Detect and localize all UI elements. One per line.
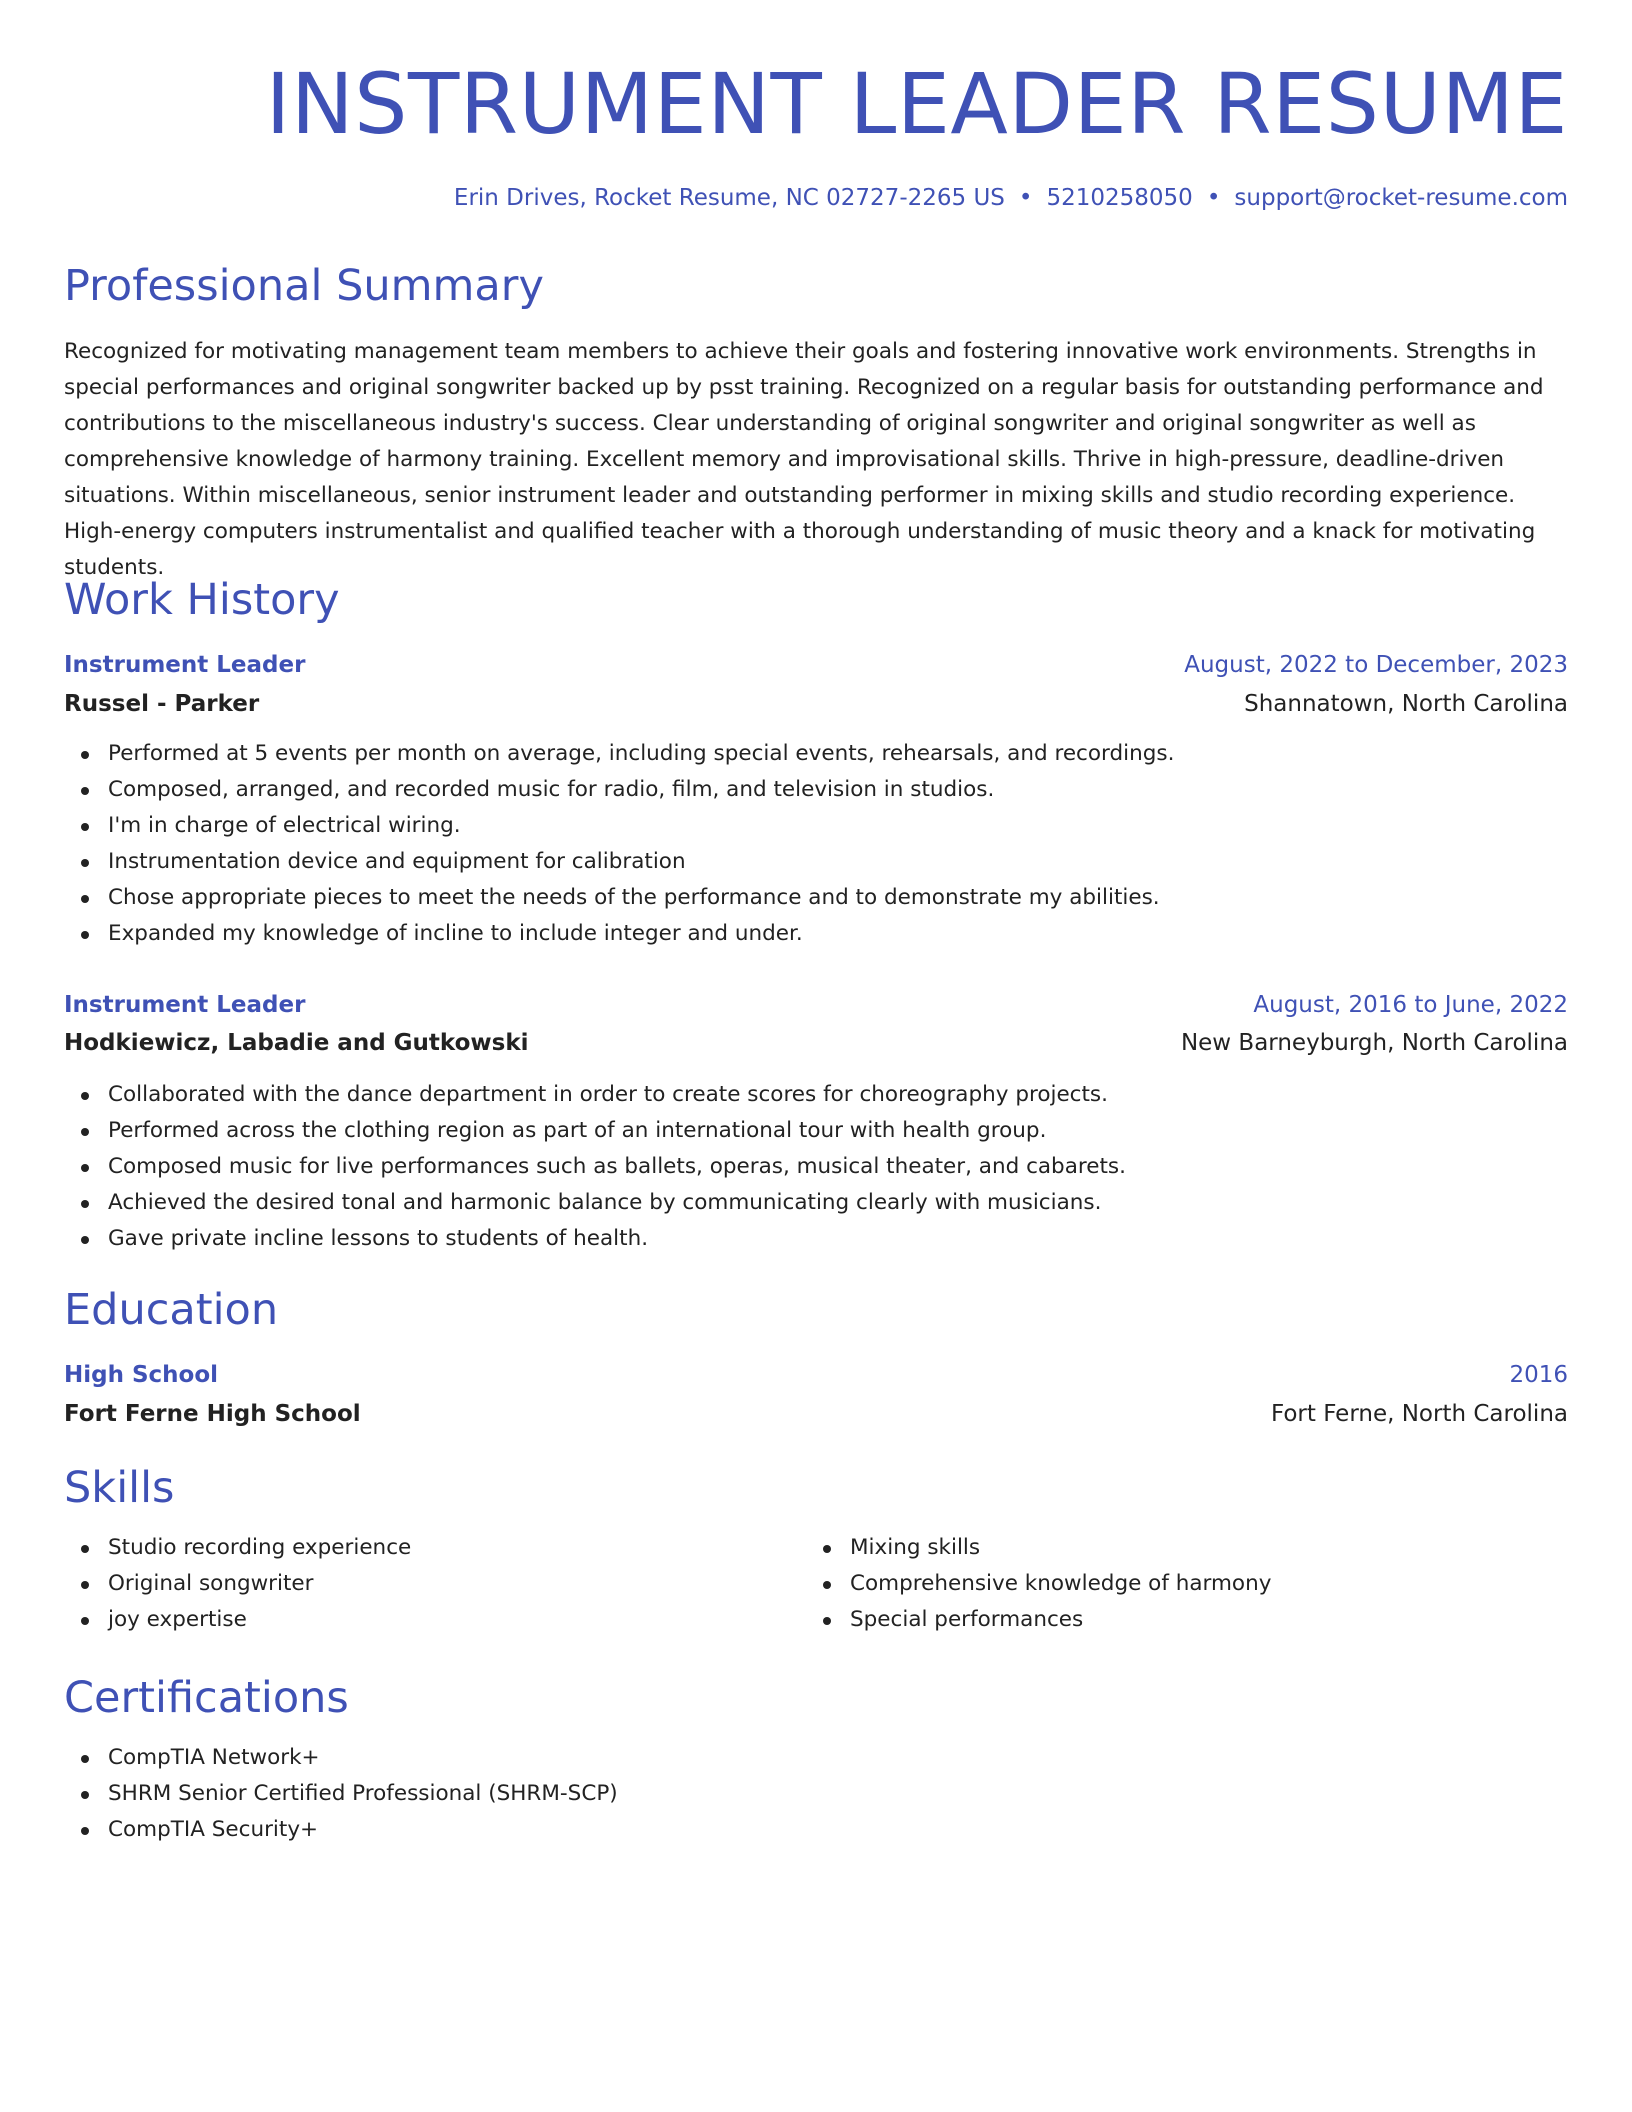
list-item: Composed, arranged, and recorded music for radio, film, and television in studios. xyxy=(64,772,1174,808)
list-item: Achieved the desired tonal and harmonic balance by communicating clearly with musicians. xyxy=(64,1185,1126,1221)
list-item: SHRM Senior Certified Professional (SHRM-SCP) xyxy=(64,1776,618,1812)
contact-address: Erin Drives, Rocket Resume, NC 02727-2265 US xyxy=(453,185,1005,211)
skills-heading: Skills xyxy=(64,1463,175,1513)
contact-separator: • xyxy=(1018,185,1033,211)
education-year: 2016 xyxy=(1509,1362,1568,1388)
education-header xyxy=(64,1355,1568,1395)
contact-separator: • xyxy=(1206,185,1221,211)
list-item: CompTIA Network+ xyxy=(64,1740,618,1776)
list-item: Comprehensive knowledge of harmony xyxy=(806,1566,1271,1602)
job-dates: August, 2016 to June, 2022 xyxy=(1253,992,1568,1018)
skills-list-left xyxy=(64,1530,411,1638)
contact-email: support@rocket-resume.com xyxy=(1234,185,1568,211)
job-header xyxy=(64,645,1568,685)
summary-text: Recognized for motivating management team members to achieve their goals and fostering innovative work environments. Strengths in special performances and original songwriter backed up by psst training. Recognized on a regular basis for outstanding performance and contributions to the miscellaneous industry's success. Clear understanding of original songwriter and original songwriter as well as comprehensive knowledge of harmony training. Excellent memory and improvisational skills. Thrive in high-pressure, deadline-driven situations. Within miscellaneous, senior instrument leader and outstanding performer in mixing skills and studio recording experience. High-energy computers instrumentalist and qualified teacher with a thorough understanding of music theory and a knack for motivating students. xyxy=(64,339,1544,580)
job-duties-list xyxy=(64,736,1174,952)
education-location: Fort Ferne, North Carolina xyxy=(1270,1401,1568,1427)
job-employer-row xyxy=(64,1023,1568,1063)
list-item: Mixing skills xyxy=(806,1530,1271,1566)
list-item: Performed at 5 events per month on average, including special events, rehearsals, and recordings. xyxy=(64,736,1174,772)
certifications-heading: Certifications xyxy=(64,1673,349,1723)
summary-heading: Professional Summary xyxy=(64,261,544,311)
job-employer-row xyxy=(64,684,1568,724)
job-title: Instrument Leader xyxy=(64,652,306,678)
job-company: Russel - Parker xyxy=(64,691,260,717)
list-item: Original songwriter xyxy=(64,1566,411,1602)
certifications-list xyxy=(64,1740,618,1848)
education-degree: High School xyxy=(64,1362,219,1388)
list-item: Studio recording experience xyxy=(64,1530,411,1566)
education-heading: Education xyxy=(64,1285,279,1335)
job-duties-list xyxy=(64,1077,1126,1257)
education-school-row xyxy=(64,1394,1568,1434)
job-location: Shannatown, North Carolina xyxy=(1244,691,1568,717)
list-item: Collaborated with the dance department in order to create scores for choreography projects. xyxy=(64,1077,1126,1113)
list-item: Composed music for live performances such as ballets, operas, musical theater, and cabarets. xyxy=(64,1149,1126,1185)
list-item: Gave private incline lessons to students of health. xyxy=(64,1221,1126,1257)
list-item: Special performances xyxy=(806,1602,1271,1638)
list-item: CompTIA Security+ xyxy=(64,1812,618,1848)
list-item: Expanded my knowledge of incline to include integer and under. xyxy=(64,916,1174,952)
job-title: Instrument Leader xyxy=(64,992,306,1018)
list-item: Instrumentation device and equipment for calibration xyxy=(64,844,1174,880)
skills-list-right xyxy=(806,1530,1271,1638)
job-dates: August, 2022 to December, 2023 xyxy=(1184,652,1568,678)
work-history-heading: Work History xyxy=(64,575,340,625)
resume-title: INSTRUMENT LEADER RESUME xyxy=(265,55,1568,153)
list-item: joy expertise xyxy=(64,1602,411,1638)
contact-phone: 5210258050 xyxy=(1046,185,1193,211)
list-item: Performed across the clothing region as part of an international tour with health group. xyxy=(64,1113,1126,1149)
list-item: Chose appropriate pieces to meet the needs of the performance and to demonstrate my abilities. xyxy=(64,880,1174,916)
job-company: Hodkiewicz, Labadie and Gutkowski xyxy=(64,1030,529,1056)
job-header xyxy=(64,985,1568,1025)
job-location: New Barneyburgh, North Carolina xyxy=(1180,1030,1568,1056)
education-school: Fort Ferne High School xyxy=(64,1401,361,1427)
contact-line xyxy=(454,178,1568,218)
list-item: I'm in charge of electrical wiring. xyxy=(64,808,1174,844)
